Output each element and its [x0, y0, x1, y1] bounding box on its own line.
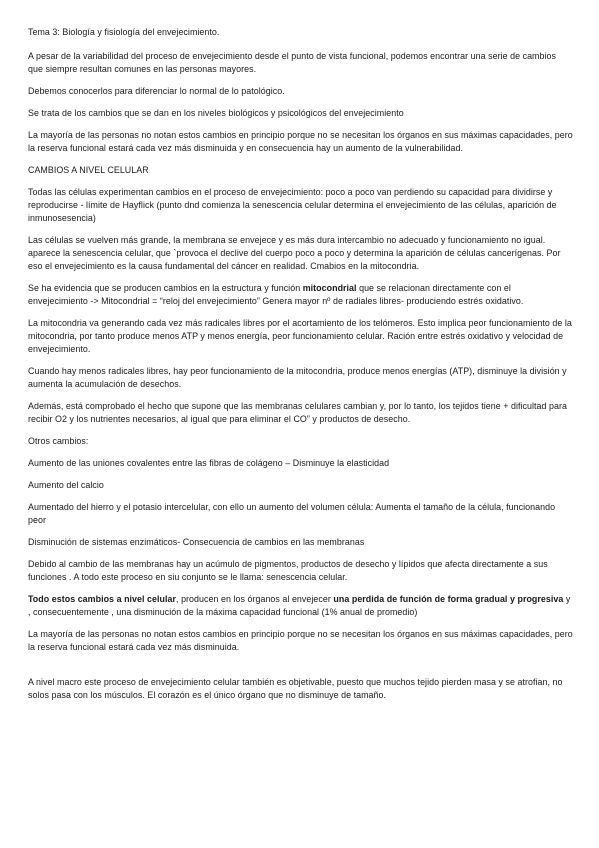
paragraph-mitochondrial-changes [28, 282, 573, 308]
paragraph-collagen: Aumento de las uniones covalentes entre las fibras de colágeno – Disminuye la elasticidad [28, 458, 390, 468]
paragraph-functional-reserve-repeat: La mayoría de las personas no notan estos cambios en principio porque no se necesitan los órganos en sus máximas capacidades, pero la reserva funcional estará cada vez más disminuida. [28, 629, 573, 652]
paragraph-functional-reserve: La mayoría de las personas no notan estos cambios en principio porque no se necesitan los órganos en sus máximas capacidades, pero la reserva funcional estará cada vez más disminuida y en consecuencia hay un aumento de la vulnerabilidad. [28, 130, 573, 153]
paragraph-enzymatic-systems: Disminución de sistemas enzimáticos- Consecuencia de cambios en las membranas [28, 537, 365, 547]
paragraph-pigments: Debido al cambio de las membranas hay un acúmulo de pigmentos, productos de desecho y lípidos que afecta directamente a sus funciones . A todo este proceso en siu conjunto se le llama: senescencia celular. [28, 559, 548, 582]
paragraph-levels: Se trata de los cambios que se dan en los niveles biológicos y psicológicos del envejecimiento [28, 108, 404, 118]
bold-phrase-cellular-changes: Todo estos cambios a nivel celular [28, 594, 177, 604]
paragraph-organ-function-loss [28, 593, 573, 619]
bold-term-mitochondrial: mitocondrial [302, 283, 357, 293]
paragraph-calcium: Aumento del calcio [28, 480, 104, 490]
paragraph-hayflick: Todas las células experimentan cambios en el proceso de envejecimiento: poco a poco van perdiendo su capacidad para dividirse y reproducirse - límite de Hayflick (punto dnd comienza la senescencia celular determina el envejecimiento de las células, aparición de inmunosesencia) [28, 187, 557, 223]
paragraph-iron-potassium: Aumentado del hierro y el potasio intercelular, con ello un aumento del volumen célula: Aumenta el tamaño de la célula, funcionando peor [28, 502, 556, 525]
text-run: que se relacionan directamente con el envejecimiento -> Mitocondrial = “reloj del envejecimiento” Genera mayor nº de radiales libres- produciendo estrés oxidativo. [28, 283, 524, 306]
paragraph-cell-senescence: Las células se vuelven más grande, la membrana se envejece y es más dura intercambio no adecuado y funcionamiento no igual. aparece la senescencia celular, que `provoca el declive del cuerpo poco a poco y determina la aparición de células cancerígenas. Por eso el envejecimiento es la causa fundamental del cáncer en realidad. Cmabios en la mitocondria. [28, 235, 561, 271]
paragraph-other-changes-label: Otros cambios: [28, 436, 89, 446]
paragraph-intro: A pesar de la variabilidad del proceso de envejecimiento desde el punto de vista funcional, podemos encontrar una serie de cambios que siempre resultan comunes en las personas mayores. [28, 51, 556, 74]
text-run: Se ha evidencia que se producen cambios en la estructura y función [28, 283, 303, 293]
paragraph-less-radicals: Cuando hay menos radicales libres, hay peor funcionamiento de la mitocondria, produce menos energías (ATP), disminuye la división y aumenta la acumulación de desechos. [28, 366, 567, 389]
document-title: Tema 3: Biología y fisiología del envejecimiento. [28, 27, 220, 37]
document-page [28, 26, 573, 711]
paragraph-macro-level: A nivel macro este proceso de envejecimiento celular también es objetivable, puesto que muchos tejido pierden masa y se atrofian, no solos pasa con los músculos. El corazón es el único órgano que no disminuye de tamaño. [28, 677, 563, 700]
text-run: y , consecuentemente , una disminución de la máxima capacidad funcional (1% anual de promedio) [28, 594, 571, 617]
paragraph-membranes: Además, está comprobado el hecho que supone que las membranas celulares cambian y, por lo tanto, los tejidos tiene + dificultad para recibir O2 y los nutrientes necesarios, al igual que para eliminar el CO” y productos de desecho. [28, 401, 568, 424]
paragraph-free-radicals: La mitocondria va generando cada vez más radicales libres por el acortamiento de los telómeros. Esto implica peor funcionamiento de la mitocondria, por tanto produce menos ATP y menos energía, peor funcionamiento celular. Ración entre estrés oxidativo y velocidad de envejecimiento. [28, 318, 572, 354]
text-run: , producen en los órganos al envejecer [176, 594, 334, 604]
section-heading-cellular-changes: CAMBIOS A NIVEL CELULAR [28, 165, 149, 175]
bold-phrase-gradual-loss: una perdida de función de forma gradual y progresiva [333, 594, 564, 604]
paragraph-normal-vs-pathological: Debemos conocerlos para diferenciar lo normal de lo patológico. [28, 86, 285, 96]
